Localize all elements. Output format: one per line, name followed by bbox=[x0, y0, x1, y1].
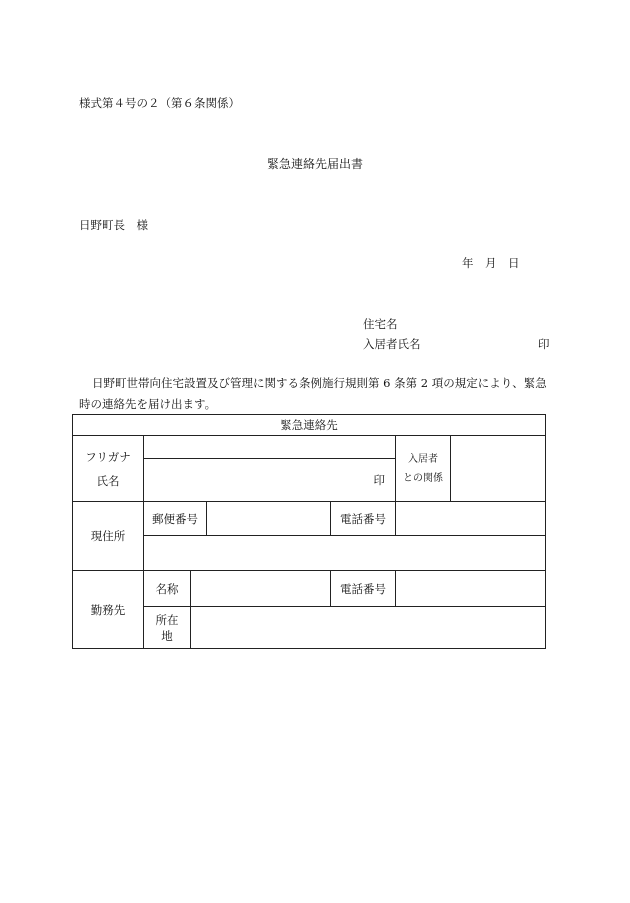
relation-field[interactable] bbox=[451, 436, 546, 502]
housing-name-label: 住宅名 bbox=[363, 317, 398, 331]
resident-seal-mark: 印 bbox=[538, 337, 550, 351]
phone-field[interactable] bbox=[396, 502, 546, 536]
relation-label-cell bbox=[396, 436, 451, 502]
address-field[interactable] bbox=[144, 536, 546, 571]
postal-code-field[interactable] bbox=[207, 502, 331, 536]
relation-label-line1: 入居者 bbox=[408, 453, 438, 465]
contact-name-label-cell bbox=[73, 436, 144, 502]
table-header: 緊急連絡先 bbox=[73, 415, 546, 436]
date-line: 年 月 日 bbox=[462, 256, 520, 270]
furigana-label: フリガナ bbox=[85, 449, 131, 464]
address-label: 現住所 bbox=[73, 502, 144, 571]
name-label: 氏名 bbox=[96, 473, 120, 488]
contact-seal-mark: 印 bbox=[373, 473, 385, 487]
form-number: 様式第４号の２（第６条関係） bbox=[79, 96, 240, 110]
workplace-location-field[interactable] bbox=[191, 607, 546, 649]
workplace-label: 勤務先 bbox=[73, 571, 144, 649]
resident-name-label: 入居者氏名 bbox=[363, 337, 421, 351]
workplace-phone-label: 電話番号 bbox=[331, 571, 396, 607]
workplace-phone-field[interactable] bbox=[396, 571, 546, 607]
phone-label: 電話番号 bbox=[331, 502, 396, 536]
workplace-name-label: 名称 bbox=[144, 571, 191, 607]
addressee: 日野町長 様 bbox=[79, 218, 148, 232]
workplace-name-field[interactable] bbox=[191, 571, 331, 607]
furigana-field[interactable] bbox=[144, 436, 396, 459]
relation-label-line2: との関係 bbox=[403, 472, 443, 484]
emergency-contact-table bbox=[72, 414, 546, 649]
postal-code-label: 郵便番号 bbox=[144, 502, 207, 536]
contact-name-field[interactable] bbox=[144, 459, 396, 502]
workplace-location-label: 所在地 bbox=[144, 607, 191, 649]
document-title: 緊急連絡先届出書 bbox=[266, 157, 363, 171]
notice-text: 日野町世帯向住宅設置及び管理に関する条例施行規則第 6 条第 2 項の規定により、緊急時の連絡先を届け出ます。 bbox=[79, 376, 547, 411]
